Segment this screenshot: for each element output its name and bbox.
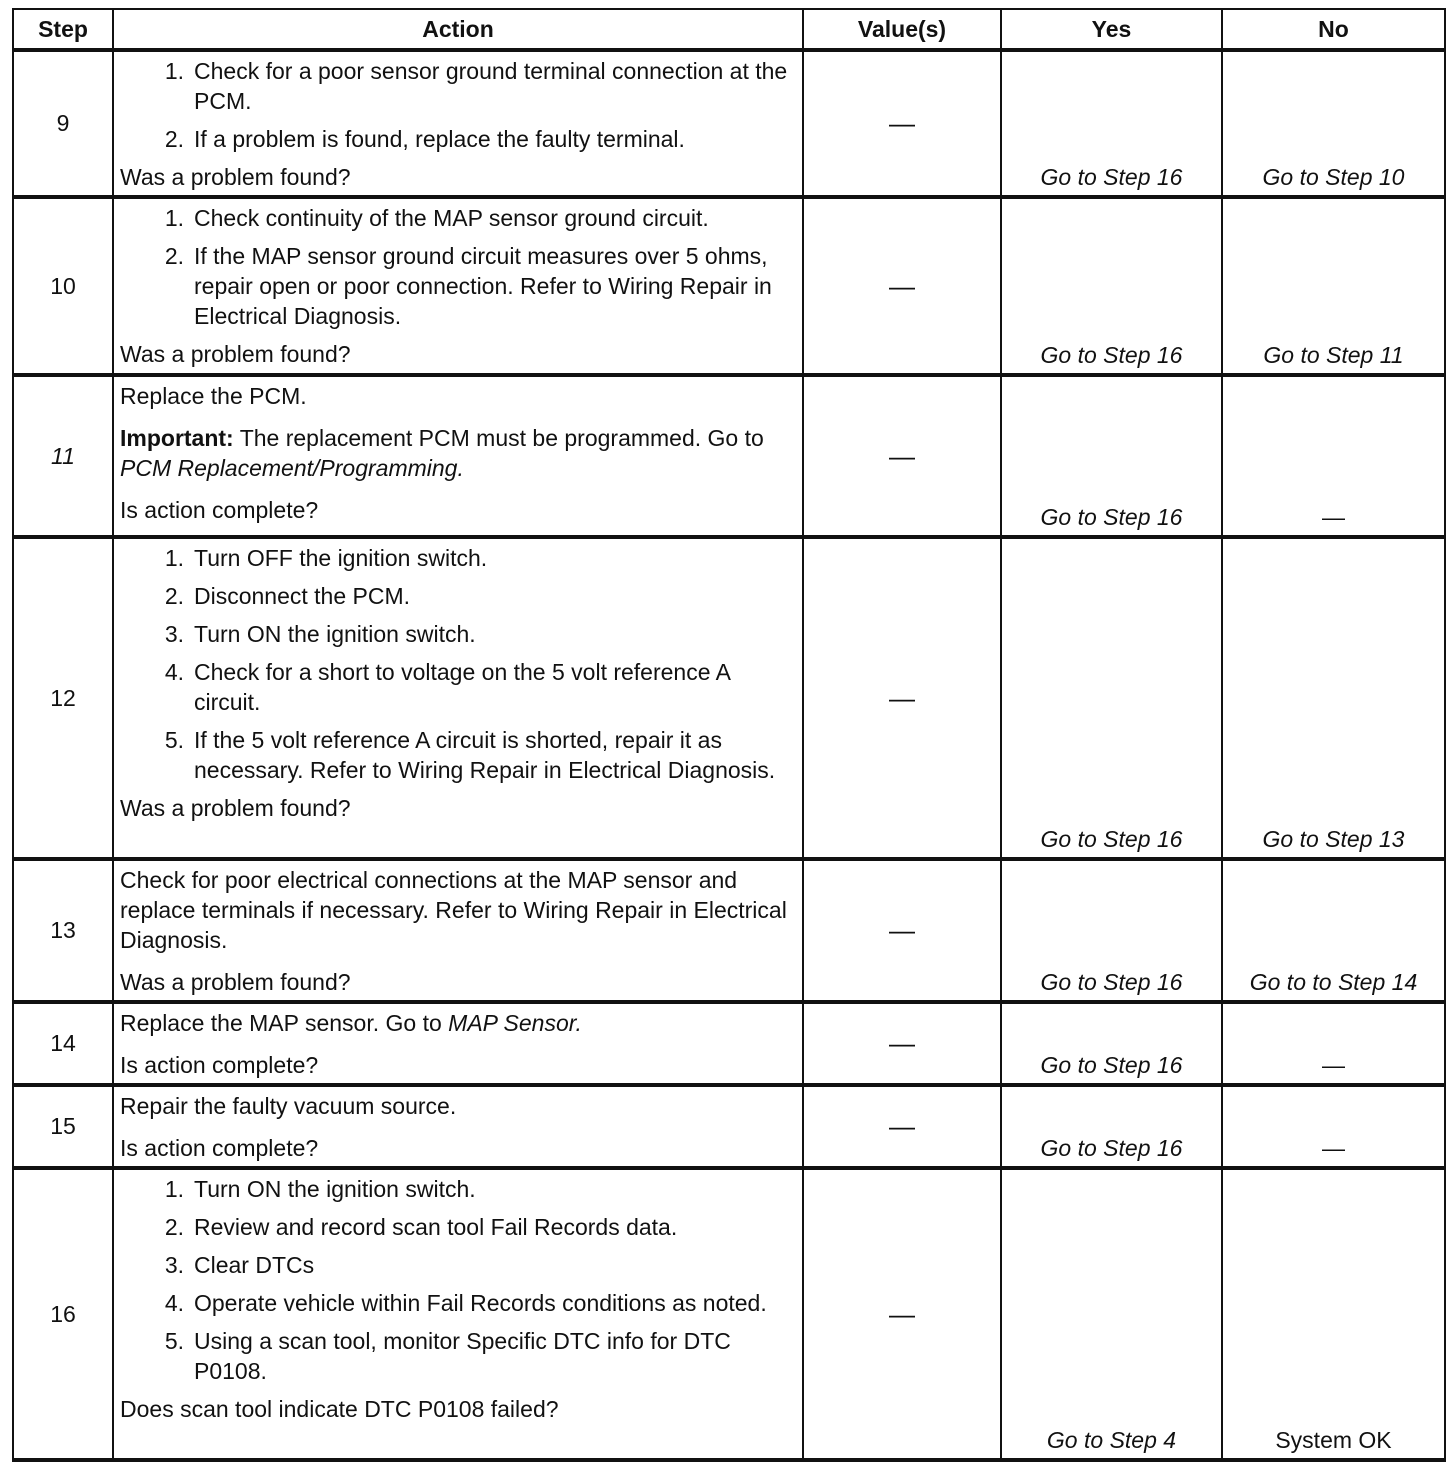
table-row-step-9: [13, 50, 1445, 197]
yes-goto: Go to Step 4: [1001, 1168, 1222, 1460]
step-number: 11: [13, 375, 113, 537]
action-cell: [113, 1085, 803, 1168]
step-number: 13: [13, 859, 113, 1002]
step-number: 10: [13, 197, 113, 375]
action-cell: [113, 1168, 803, 1460]
action-cell: [113, 197, 803, 375]
list-item: 2. If a problem is found, replace the faulty terminal.: [164, 126, 685, 152]
value-cell: —: [803, 1085, 1001, 1168]
list-item: 1. Check continuity of the MAP sensor ground circuit.: [164, 205, 709, 231]
no-goto: Go to Step 10: [1222, 50, 1445, 197]
yes-goto: Go to Step 16: [1001, 859, 1222, 1002]
yes-goto: Go to Step 16: [1001, 50, 1222, 197]
yes-goto: Go to Step 16: [1001, 537, 1222, 859]
action-cell: [113, 537, 803, 859]
no-goto: —: [1222, 375, 1445, 537]
value-cell: —: [803, 197, 1001, 375]
no-goto: Go to to Step 14: [1222, 859, 1445, 1002]
list-item: 5. If the 5 volt reference A circuit is shorted, repair it as necessary. Refer to Wiring Repair in Electrical Diagnosis.: [164, 727, 776, 783]
header-row: [13, 9, 1445, 50]
table-row-step-10: [13, 197, 1445, 375]
value-cell: —: [803, 375, 1001, 537]
step-number: 9: [13, 50, 113, 197]
table-row-step-14: [13, 1002, 1445, 1085]
yes-goto: Go to Step 16: [1001, 375, 1222, 537]
no-goto: Go to Step 11: [1222, 197, 1445, 375]
action-text: Replace the MAP sensor. Go to MAP Sensor.: [120, 1010, 582, 1036]
header-no: No: [1222, 9, 1445, 50]
header-yes: Yes: [1001, 9, 1222, 50]
step-number: 14: [13, 1002, 113, 1085]
important-note: [120, 423, 796, 483]
action-text: Replace the PCM.: [120, 383, 307, 409]
no-goto: Go to Step 13: [1222, 537, 1445, 859]
diagnostic-table-page: [12, 8, 1444, 1462]
table-row-step-16: [13, 1168, 1445, 1460]
header-step: Step: [13, 9, 113, 50]
no-goto: —: [1222, 1002, 1445, 1085]
step-number: 15: [13, 1085, 113, 1168]
list-item: 3. Turn ON the ignition switch.: [164, 621, 476, 647]
list-item: 1. Check for a poor sensor ground terminal connection at the PCM.: [164, 58, 788, 114]
yes-goto: Go to Step 16: [1001, 1002, 1222, 1085]
list-item: 1. Turn ON the ignition switch.: [164, 1176, 476, 1202]
list-item: 5. Using a scan tool, monitor Specific DTC info for DTC P0108.: [164, 1328, 731, 1384]
value-cell: —: [803, 1002, 1001, 1085]
no-goto: —: [1222, 1085, 1445, 1168]
list-item: 2. If the MAP sensor ground circuit measures over 5 ohms, repair open or poor connection. Refer to Wiring Repair in Electrical Diagnosis.: [164, 243, 772, 329]
list-item: 1. Turn OFF the ignition switch.: [164, 545, 488, 571]
action-steps: [120, 56, 796, 162]
action-text: Repair the faulty vacuum source.: [120, 1093, 457, 1119]
map-sensor-link[interactable]: MAP Sensor.: [448, 1010, 582, 1036]
action-question: Was a problem found?: [120, 969, 351, 995]
action-question: Does scan tool indicate DTC P0108 failed?: [120, 1396, 559, 1422]
header-values: Value(s): [803, 9, 1001, 50]
action-cell: [113, 859, 803, 1002]
pcm-programming-link[interactable]: PCM Replacement/Programming.: [120, 455, 464, 481]
important-label: Important:: [120, 425, 234, 451]
table-row-step-11: [13, 375, 1445, 537]
action-question: Was a problem found?: [120, 341, 351, 367]
table-row-step-15: [13, 1085, 1445, 1168]
action-cell: [113, 1002, 803, 1085]
step-number: 16: [13, 1168, 113, 1460]
value-cell: —: [803, 1168, 1001, 1460]
diagnostic-table: [12, 8, 1446, 1462]
no-goto: System OK: [1222, 1168, 1445, 1460]
table-row-step-12: [13, 537, 1445, 859]
action-question: Is action complete?: [120, 1135, 319, 1161]
yes-goto: Go to Step 16: [1001, 1085, 1222, 1168]
list-item: 3. Clear DTCs: [164, 1252, 315, 1278]
table-row-step-13: [13, 859, 1445, 1002]
action-question: Was a problem found?: [120, 795, 351, 821]
list-item: 2. Review and record scan tool Fail Records data.: [164, 1214, 678, 1240]
action-question: Is action complete?: [120, 1052, 319, 1078]
action-cell: [113, 375, 803, 537]
header-action: Action: [113, 9, 803, 50]
value-cell: —: [803, 537, 1001, 859]
important-text: The replacement PCM must be programmed. Go to: [233, 425, 764, 451]
action-steps: [120, 203, 796, 339]
value-cell: —: [803, 859, 1001, 1002]
action-steps: [120, 1174, 796, 1394]
action-text: Check for poor electrical connections at the MAP sensor and replace terminals if necessary. Refer to Wiring Repair in Electrical Diagnosis.: [120, 867, 787, 953]
action-question: Was a problem found?: [120, 164, 351, 190]
list-item: 4. Operate vehicle within Fail Records conditions as noted.: [164, 1290, 767, 1316]
step-number: 12: [13, 537, 113, 859]
action-question: Is action complete?: [120, 497, 319, 523]
action-steps: [120, 543, 796, 793]
list-item: 4. Check for a short to voltage on the 5 volt reference A circuit.: [164, 659, 730, 715]
value-cell: —: [803, 50, 1001, 197]
yes-goto: Go to Step 16: [1001, 197, 1222, 375]
list-item: 2. Disconnect the PCM.: [164, 583, 411, 609]
action-cell: [113, 50, 803, 197]
